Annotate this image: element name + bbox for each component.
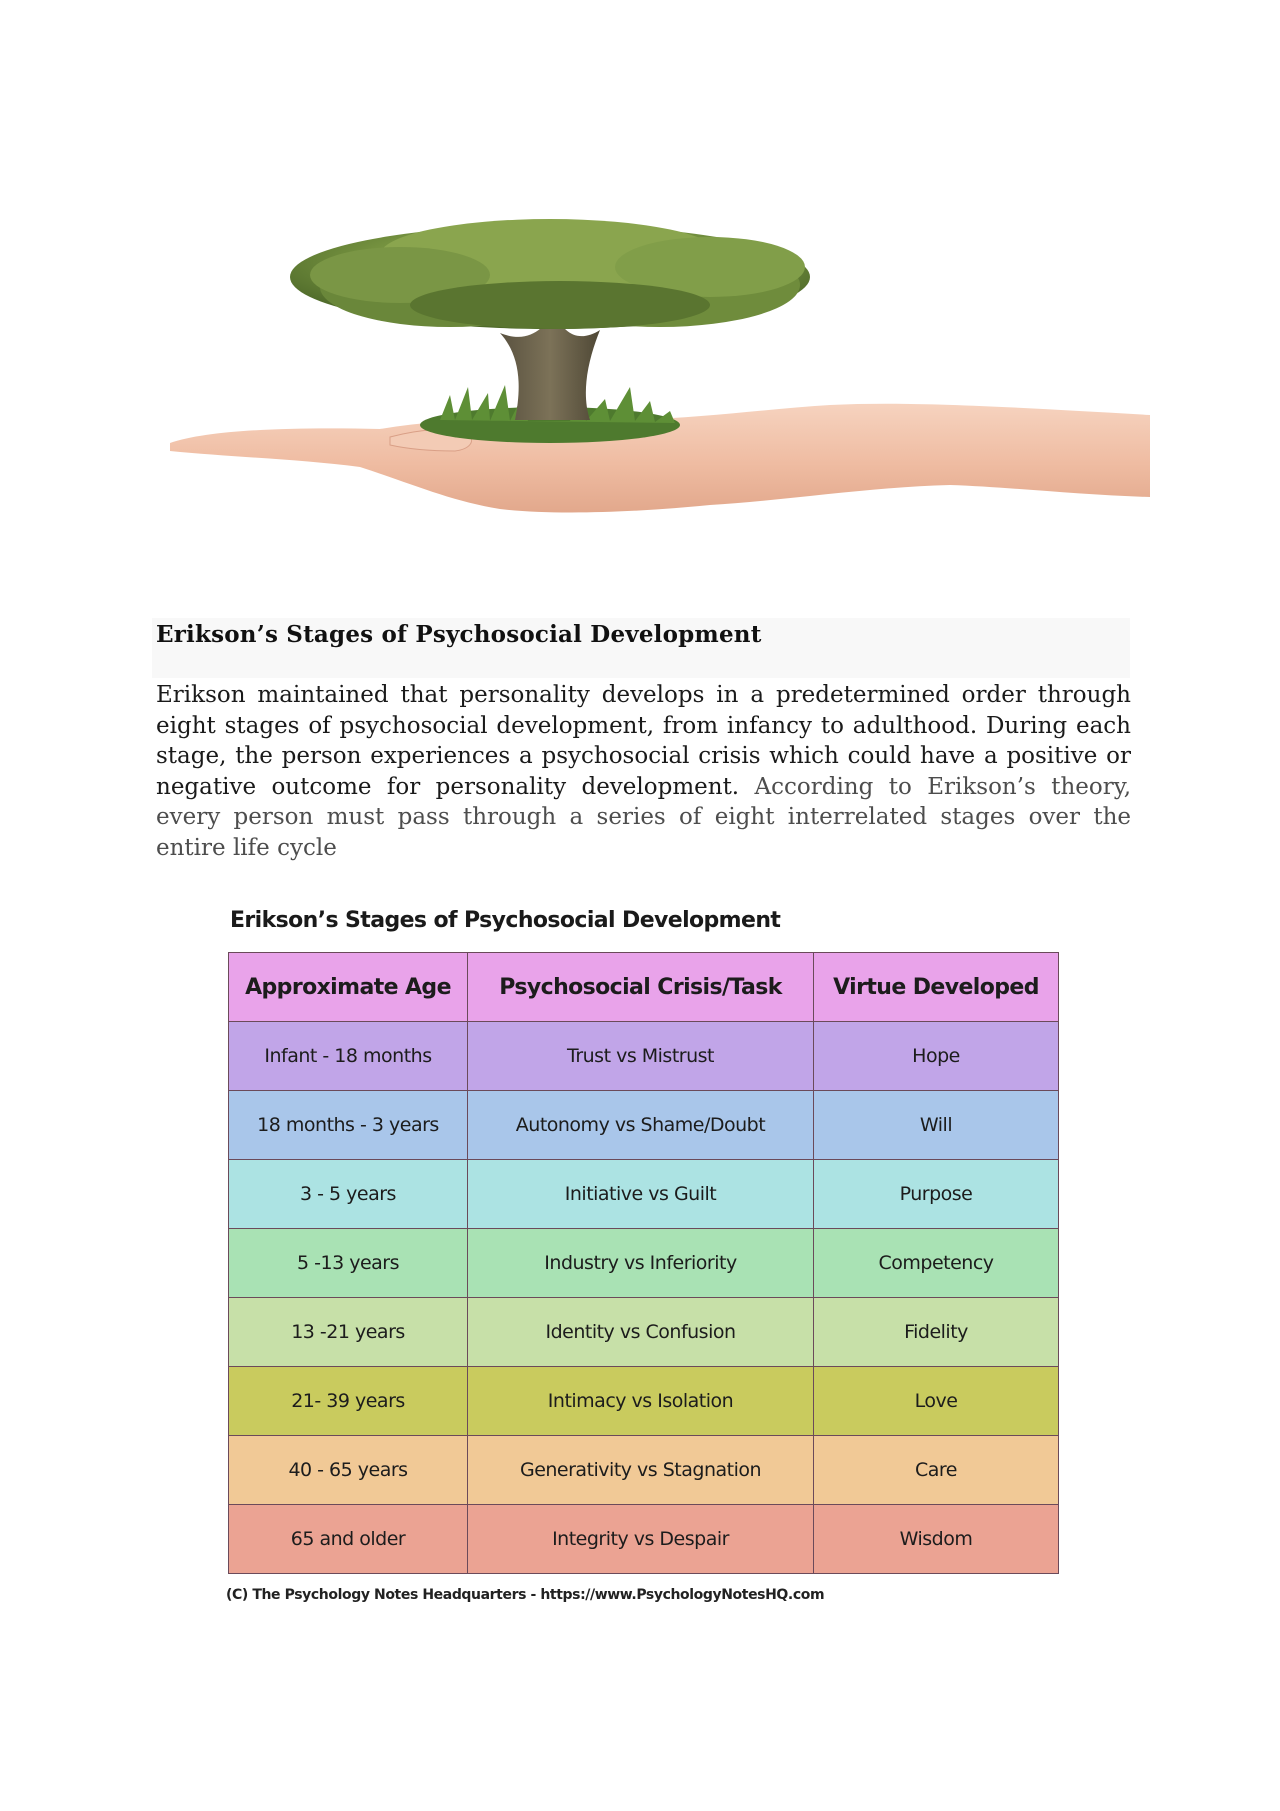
virtue-cell: Competency	[814, 1229, 1059, 1298]
age-cell: 3 - 5 years	[229, 1160, 468, 1229]
section-heading-band	[152, 618, 1130, 678]
table-row	[229, 1091, 1059, 1160]
table-title: Erikson’s Stages of Psychosocial Development	[230, 908, 781, 933]
virtue-cell: Purpose	[814, 1160, 1059, 1229]
tree-canopy	[290, 219, 810, 329]
virtue-cell: Will	[814, 1091, 1059, 1160]
virtue-cell: Fidelity	[814, 1298, 1059, 1367]
column-header-age: Approximate Age	[229, 953, 468, 1022]
table-row	[229, 1367, 1059, 1436]
age-cell: 40 - 65 years	[229, 1436, 468, 1505]
crisis-cell: Intimacy vs Isolation	[468, 1367, 814, 1436]
crisis-cell: Generativity vs Stagnation	[468, 1436, 814, 1505]
crisis-cell: Identity vs Confusion	[468, 1298, 814, 1367]
table-row	[229, 1436, 1059, 1505]
intro-main-text: Erikson maintained that personality develops in a predetermined order through eight stages of psychosocial development, from infancy to adulthood. During each stage, the person experiences a psychosocial crisis which could have a positive or negative outcome for personality development.	[156, 682, 1131, 800]
crisis-cell: Autonomy vs Shame/Doubt	[468, 1091, 814, 1160]
virtue-cell: Care	[814, 1436, 1059, 1505]
section-heading: Erikson’s Stages of Psychosocial Development	[156, 621, 762, 648]
virtue-cell: Wisdom	[814, 1505, 1059, 1574]
age-cell: 18 months - 3 years	[229, 1091, 468, 1160]
virtue-cell: Hope	[814, 1022, 1059, 1091]
crisis-cell: Initiative vs Guilt	[468, 1160, 814, 1229]
crisis-cell: Trust vs Mistrust	[468, 1022, 814, 1091]
age-cell: 5 -13 years	[229, 1229, 468, 1298]
copyright-credit: (C) The Psychology Notes Headquarters - https://www.PsychologyNotesHQ.com	[226, 1587, 825, 1603]
crisis-cell: Industry vs Inferiority	[468, 1229, 814, 1298]
table-row	[229, 1505, 1059, 1574]
column-header-crisis: Psychosocial Crisis/Task	[468, 953, 814, 1022]
table-row	[229, 1229, 1059, 1298]
virtue-cell: Love	[814, 1367, 1059, 1436]
crisis-cell: Integrity vs Despair	[468, 1505, 814, 1574]
table-header-row	[229, 953, 1059, 1022]
age-cell: 21- 39 years	[229, 1367, 468, 1436]
stages-table	[228, 952, 1059, 1574]
age-cell: 65 and older	[229, 1505, 468, 1574]
table-row	[229, 1298, 1059, 1367]
age-cell: Infant - 18 months	[229, 1022, 468, 1091]
table-row	[229, 1160, 1059, 1229]
intro-paragraph	[156, 680, 1131, 863]
age-cell: 13 -21 years	[229, 1298, 468, 1367]
intro-quote-text: According to Erikson’s theory, every person must pass through a series of eight interrelated stages over the entire life cycle	[156, 773, 1131, 861]
table-row	[229, 1022, 1059, 1091]
column-header-virtue: Virtue Developed	[814, 953, 1059, 1022]
tree-on-hand-illustration	[150, 215, 1150, 515]
